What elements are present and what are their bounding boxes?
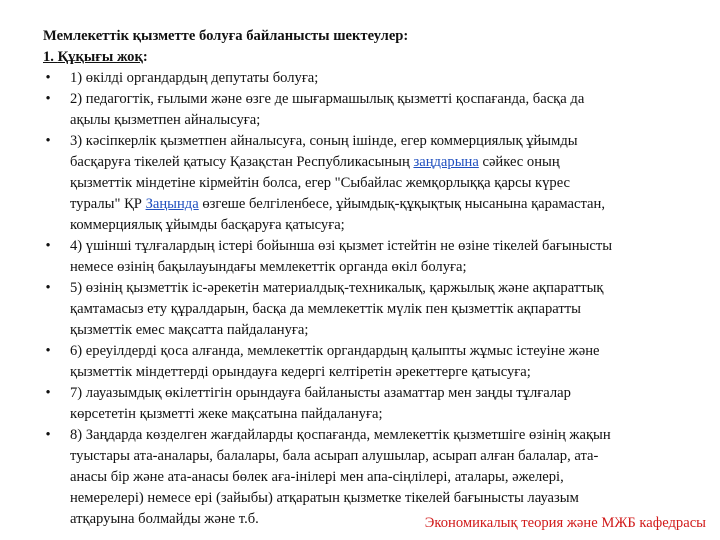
bullet-icon: • (45, 238, 51, 254)
list-item: • 8) Заңдарда көзделген жағдайларды қоспағанда, мемлекеттік қызметшіге өзінің жақын туыстары ата-аналары, балалары, бала асырап алушылар, асырап алған балалар, ата- анасы бір және ата-анасы бөлек аға-інілері мен апа-сіңлілері, аталары, әжелері, немерелері) немесе ері (зайыбы) атқаратын қызметке тікелей бағынысты лауазым атқаруына болмайды және т.б. (43, 425, 693, 530)
page-title: Мемлекеттік қызметте болуға байланысты шектеулер: (43, 28, 409, 44)
bullet-icon: • (45, 91, 51, 107)
list-item: • 1) өкілді органдардың депутаты болуға; (43, 68, 693, 89)
bullet-icon: • (45, 280, 51, 296)
bullet-icon: • (45, 385, 51, 401)
list-item: • 3) кәсіпкерлік қызметпен айналысуға, соның ішінде, егер коммерциялық ұйымды басқаруға тікелей қатысу Қазақстан Республикасының заңдарына сәйкес оның қызметтік міндетіне кірмейтін болса, егер "Сыбайлас жемқорлыққа қарсы күрес туралы" ҚР Заңында өзгеше белгіленбесе, ұйымдық-құқықтық нысанына қарамастан, коммерциялық ұйымды басқаруға қатысуға; (43, 131, 693, 236)
list-item: • 7) лауазымдық өкілеттігін орындауға байланысты азаматтар мен заңды тұлғалар көрсететін қызметті жеке мақсатына пайдалануға; (43, 383, 693, 425)
list-item: • 6) ереуілдерді қоса алғанда, мемлекеттік органдардың қалыпты жұмыс істеуіне және қызметтік міндеттерді орындауға кедергі келтіретін әрекеттерге қатысуға; (43, 341, 693, 383)
bullet-icon: • (45, 343, 51, 359)
restrictions-list (43, 68, 693, 530)
section-heading: 1. Құқығы жоқ: (43, 49, 148, 65)
bullet-icon: • (45, 70, 51, 86)
law-link[interactable]: Заңында (145, 196, 199, 212)
bullet-icon: • (45, 133, 51, 149)
list-item: • 2) педагогтік, ғылыми және өзге де шығармашылық қызметті қоспағанда, басқа да ақылы қызметпен айналысуға; (43, 89, 693, 131)
list-item: • 4) үшінші тұлғалардың істері бойынша өзі қызмет істейтін не өзіне тікелей бағынысты немесе өзінің бақылауындағы мемлекеттік органда өкіл болуға; (43, 236, 693, 278)
document-body (43, 26, 693, 530)
list-item: • 5) өзінің қызметтік іс-әрекетін материалдық-техникалық, қаржылық және ақпараттық қамтамасыз ету құралдарын, басқа да мемлекеттік мүлік пен қызметтік ақпаратты қызметтік емес мақсатта пайдалануға; (43, 278, 693, 341)
department-footer: Экономикалық теория және МЖБ кафедрасы (424, 515, 706, 531)
laws-link[interactable]: заңдарына (413, 154, 479, 170)
bullet-icon: • (45, 427, 51, 443)
